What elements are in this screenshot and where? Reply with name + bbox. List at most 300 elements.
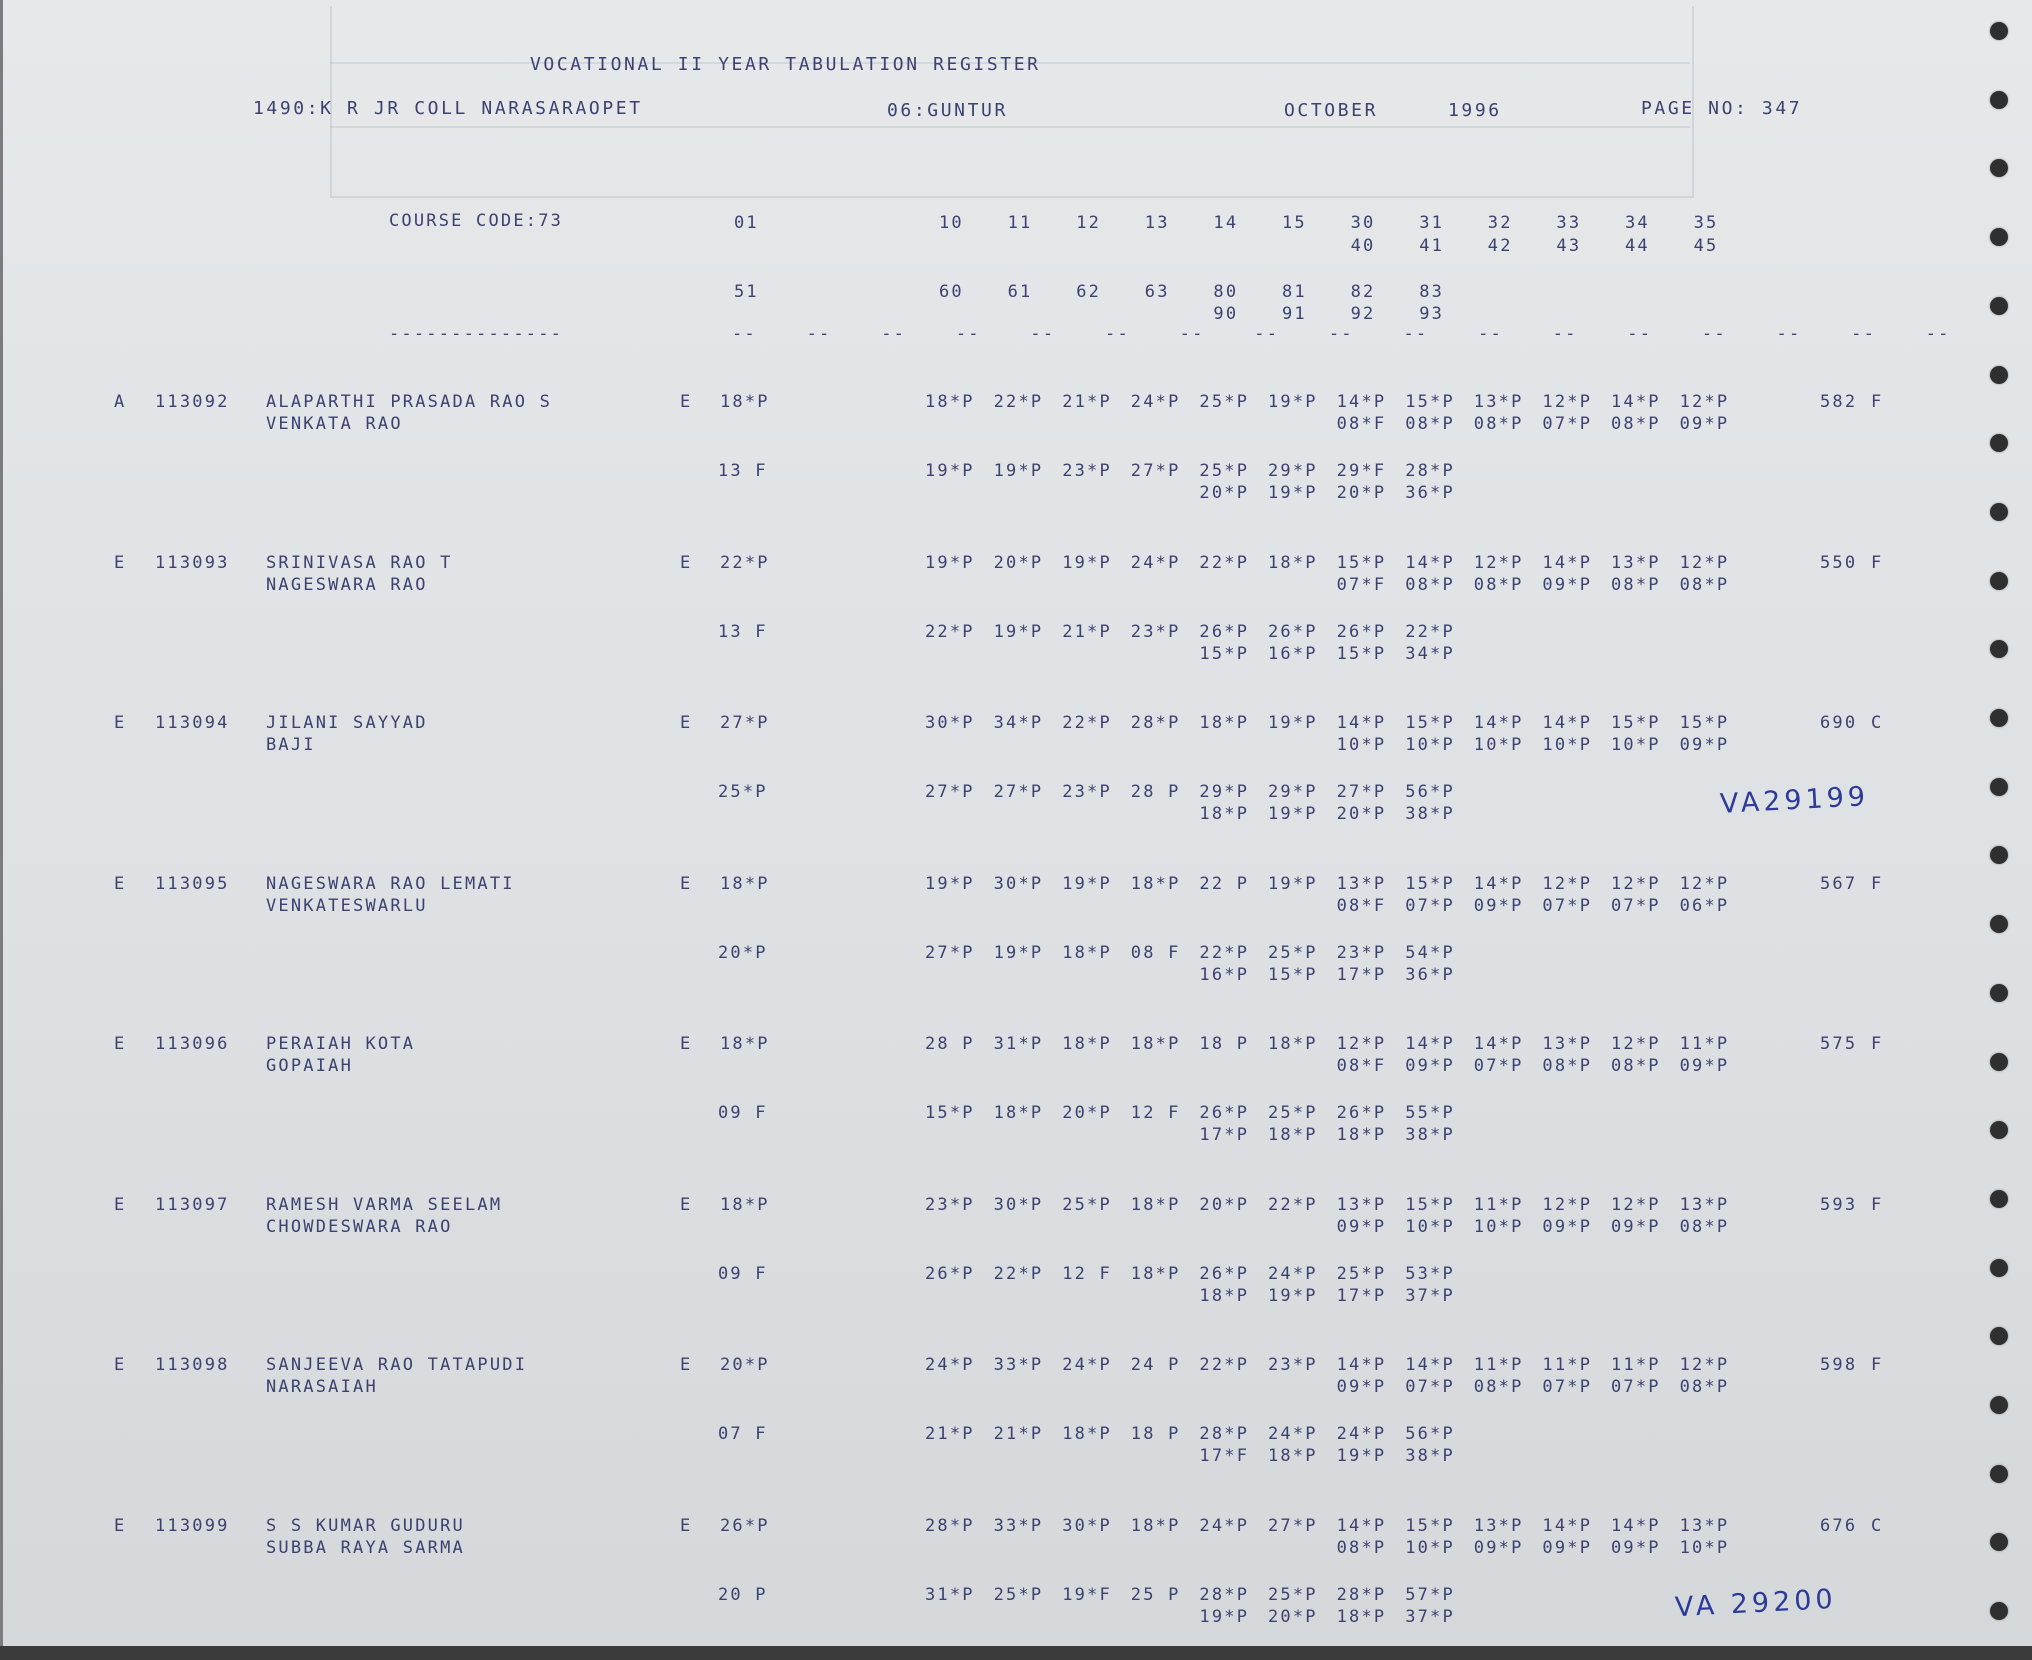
subject-mark: 18*P bbox=[1336, 1125, 1387, 1145]
subject-code: 31 bbox=[1419, 213, 1445, 233]
subject-mark: 36*P bbox=[1405, 483, 1455, 503]
roll-number: 113094 bbox=[155, 713, 230, 733]
subject-mark: 08*P bbox=[1542, 1056, 1593, 1076]
subject-mark: 12*P bbox=[1679, 553, 1730, 573]
feed-hole bbox=[1990, 1327, 2008, 1345]
subject-mark: 20*P bbox=[1062, 1103, 1112, 1123]
exam-month: OCTOBER bbox=[1284, 100, 1379, 121]
subject-mark: 09*P bbox=[1473, 1538, 1524, 1558]
subject-mark: 08*P bbox=[1405, 575, 1455, 595]
subject-mark: 18*P bbox=[1130, 1516, 1181, 1536]
student-name: JILANI SAYYAD bbox=[266, 713, 428, 733]
student-category: E bbox=[114, 1195, 127, 1215]
subject-mark: 18*P bbox=[993, 1103, 1044, 1123]
subject-mark: 13*P bbox=[1542, 1034, 1593, 1054]
subject-mark: 25*P bbox=[1062, 1195, 1112, 1215]
subject-mark: 24*P bbox=[1336, 1424, 1387, 1444]
part2-mark: 13 F bbox=[718, 461, 768, 481]
subject-mark: 25*P bbox=[1268, 943, 1318, 963]
subject-mark: 06*P bbox=[1679, 896, 1730, 916]
subject-mark: 12 F bbox=[1062, 1264, 1112, 1284]
college-name: 1490:K R JR COLL NARASARAOPET bbox=[253, 98, 643, 119]
subject-mark: 13*P bbox=[1679, 1195, 1730, 1215]
subject-code: 10 bbox=[939, 213, 964, 233]
subject-code: 93 bbox=[1419, 304, 1445, 324]
subject-mark: 26*P bbox=[1268, 622, 1318, 642]
feed-hole bbox=[1990, 366, 2008, 384]
subject-mark: 27*P bbox=[1268, 1516, 1318, 1536]
subject-mark: 22*P bbox=[993, 392, 1044, 412]
student-name: SRINIVASA RAO T bbox=[266, 553, 453, 573]
subject-mark: 09*P bbox=[1679, 414, 1730, 434]
subject-mark: 08*P bbox=[1405, 414, 1455, 434]
student-category: E bbox=[114, 1516, 127, 1536]
feed-hole bbox=[1990, 640, 2008, 658]
subject-mark: 15*P bbox=[1405, 392, 1455, 412]
feed-hole bbox=[1990, 1190, 2008, 1208]
subject-code: 81 bbox=[1282, 282, 1307, 302]
part2-mark: 09 F bbox=[718, 1103, 768, 1123]
subject-code: 61 bbox=[1007, 282, 1033, 302]
subject-mark: 25*P bbox=[1268, 1103, 1318, 1123]
student-category: E bbox=[114, 553, 127, 573]
subject-mark: 08*P bbox=[1611, 1056, 1661, 1076]
part2-mark: 07 F bbox=[718, 1424, 768, 1444]
subject-mark: 08*P bbox=[1611, 414, 1661, 434]
subject-code: 45 bbox=[1693, 236, 1719, 256]
subject-mark: 08*P bbox=[1336, 1538, 1387, 1558]
roll-number: 113096 bbox=[155, 1034, 230, 1054]
subject-mark: 24*P bbox=[925, 1355, 975, 1375]
subject-mark: 09*P bbox=[1679, 1056, 1730, 1076]
subject-mark: 07*P bbox=[1473, 1056, 1524, 1076]
subject-mark: 19*P bbox=[1268, 874, 1318, 894]
subject-mark: 17*F bbox=[1199, 1446, 1250, 1466]
total-marks: 676 bbox=[1820, 1516, 1858, 1536]
subject-mark: 19*P bbox=[925, 461, 975, 481]
subject-mark: 14*P bbox=[1473, 874, 1524, 894]
medium-code: E bbox=[680, 1516, 693, 1536]
bleed-through-line bbox=[330, 126, 1690, 128]
subject-code: 33 bbox=[1556, 213, 1582, 233]
roll-number: 113092 bbox=[155, 392, 230, 412]
subject-mark: 19*P bbox=[1062, 874, 1112, 894]
subject-code: 11 bbox=[1007, 213, 1033, 233]
subject-mark: 10*P bbox=[1542, 735, 1593, 755]
subject-mark: 15*P bbox=[1268, 965, 1318, 985]
subject-mark: 24*P bbox=[1130, 392, 1181, 412]
subject-mark: 12 F bbox=[1130, 1103, 1181, 1123]
subject-mark: 24*P bbox=[1130, 553, 1181, 573]
subject-mark: 18 P bbox=[1130, 1424, 1181, 1444]
subject-code: 40 bbox=[1350, 236, 1376, 256]
subject-mark: 25*P bbox=[993, 1585, 1044, 1605]
subject-mark: 18*P bbox=[1199, 804, 1250, 824]
subject-code: 80 bbox=[1213, 282, 1239, 302]
subject-mark: 22*P bbox=[1268, 1195, 1318, 1215]
subject-code: 62 bbox=[1076, 282, 1102, 302]
subject-mark: 30*P bbox=[993, 1195, 1044, 1215]
subject-mark: 14*P bbox=[1336, 713, 1387, 733]
result-grade: F bbox=[1871, 1034, 1884, 1054]
subject-mark: 13*P bbox=[1336, 1195, 1387, 1215]
subject-mark: 16*P bbox=[1199, 965, 1250, 985]
part2-mark: 13 F bbox=[718, 622, 768, 642]
subject-mark: 56*P bbox=[1405, 782, 1455, 802]
subject-mark: 29*P bbox=[1268, 782, 1318, 802]
subject-mark: 11*P bbox=[1679, 1034, 1730, 1054]
student-category: E bbox=[114, 1034, 127, 1054]
subject-code: 14 bbox=[1213, 213, 1239, 233]
part1-mark: 27*P bbox=[720, 713, 770, 733]
district-name: 06:GUNTUR bbox=[887, 100, 1008, 121]
subject-mark: 07*P bbox=[1611, 896, 1661, 916]
subject-mark: 24*P bbox=[1199, 1516, 1250, 1536]
subject-mark: 26*P bbox=[925, 1264, 975, 1284]
register-title: VOCATIONAL II YEAR TABULATION REGISTER bbox=[530, 54, 1041, 75]
subject-mark: 23*P bbox=[925, 1195, 975, 1215]
subject-mark: 13*P bbox=[1473, 392, 1524, 412]
subject-mark: 07*P bbox=[1611, 1377, 1661, 1397]
subject-mark: 18 P bbox=[1199, 1034, 1250, 1054]
subject-mark: 14*P bbox=[1473, 713, 1524, 733]
subject-mark: 14*P bbox=[1405, 1355, 1455, 1375]
student-name: NAGESWARA RAO LEMATI bbox=[266, 874, 515, 894]
roll-number: 113099 bbox=[155, 1516, 230, 1536]
subject-mark: 14*P bbox=[1336, 1355, 1387, 1375]
handwritten-certificate-number: VA 29200 bbox=[1674, 1583, 1838, 1624]
subject-mark: 07*P bbox=[1405, 896, 1455, 916]
subject-mark: 19*P bbox=[925, 553, 975, 573]
part2-mark: 25*P bbox=[718, 782, 768, 802]
subject-mark: 24*P bbox=[1062, 1355, 1112, 1375]
subject-mark: 13*P bbox=[1679, 1516, 1730, 1536]
subject-mark: 18*P bbox=[1199, 713, 1250, 733]
course-code: COURSE CODE:73 bbox=[389, 211, 564, 231]
subject-mark: 18*P bbox=[1268, 1034, 1318, 1054]
subject-mark: 19*P bbox=[1268, 713, 1318, 733]
part1-mark: 18*P bbox=[720, 874, 770, 894]
subject-mark: 23*P bbox=[1268, 1355, 1318, 1375]
subject-mark: 20*P bbox=[993, 553, 1044, 573]
subject-mark: 18*P bbox=[1130, 1264, 1181, 1284]
subject-mark: 07*P bbox=[1405, 1377, 1455, 1397]
paper-left-edge bbox=[0, 0, 3, 1660]
subject-mark: 08*F bbox=[1336, 1056, 1387, 1076]
subject-mark: 22 P bbox=[1199, 874, 1250, 894]
subject-mark: 19*P bbox=[925, 874, 975, 894]
feed-hole bbox=[1990, 1053, 2008, 1071]
total-marks: 593 bbox=[1820, 1195, 1858, 1215]
father-name: SUBBA RAYA SARMA bbox=[266, 1538, 465, 1558]
total-marks: 598 bbox=[1820, 1355, 1858, 1375]
subject-mark: 38*P bbox=[1405, 804, 1455, 824]
subject-mark: 20*P bbox=[1268, 1607, 1318, 1627]
subject-mark: 15*P bbox=[1336, 553, 1387, 573]
subject-mark: 24*P bbox=[1268, 1424, 1318, 1444]
subject-mark: 11*P bbox=[1611, 1355, 1661, 1375]
subject-mark: 28*P bbox=[1405, 461, 1455, 481]
subject-code-51: 51 bbox=[734, 282, 759, 302]
subject-mark: 20*P bbox=[1199, 483, 1250, 503]
subject-mark: 09*P bbox=[1679, 735, 1730, 755]
subject-mark: 21*P bbox=[925, 1424, 975, 1444]
subject-mark: 26*P bbox=[1199, 622, 1250, 642]
subject-mark: 19*P bbox=[993, 943, 1044, 963]
subject-mark: 18*P bbox=[1130, 1195, 1181, 1215]
page-number: PAGE NO: 347 bbox=[1641, 98, 1803, 119]
result-grade: F bbox=[1871, 392, 1884, 412]
subject-mark: 14*P bbox=[1473, 1034, 1524, 1054]
subject-mark: 19*P bbox=[1199, 1607, 1250, 1627]
subject-mark: 19*P bbox=[993, 461, 1044, 481]
handwritten-certificate-number: VA29199 bbox=[1719, 781, 1870, 820]
subject-mark: 27*P bbox=[925, 782, 975, 802]
feed-hole bbox=[1990, 915, 2008, 933]
subject-mark: 18*P bbox=[1268, 1125, 1318, 1145]
subject-mark: 26*P bbox=[1336, 1103, 1387, 1123]
feed-hole bbox=[1990, 1259, 2008, 1277]
feed-hole bbox=[1990, 778, 2008, 796]
subject-mark: 10*P bbox=[1611, 735, 1661, 755]
subject-mark: 07*P bbox=[1542, 896, 1593, 916]
subject-mark: 14*P bbox=[1542, 1516, 1593, 1536]
subject-mark: 12*P bbox=[1611, 1034, 1661, 1054]
feed-hole bbox=[1990, 984, 2008, 1002]
subject-mark: 10*P bbox=[1336, 735, 1387, 755]
subject-mark: 12*P bbox=[1611, 1195, 1661, 1215]
subject-mark: 14*P bbox=[1405, 1034, 1455, 1054]
subject-mark: 12*P bbox=[1679, 392, 1730, 412]
part1-mark: 22*P bbox=[720, 553, 770, 573]
subject-mark: 14*P bbox=[1336, 392, 1387, 412]
subject-mark: 09*P bbox=[1611, 1217, 1661, 1237]
subject-mark: 18*P bbox=[1130, 1034, 1181, 1054]
part1-mark: 18*P bbox=[720, 392, 770, 412]
father-name: GOPAIAH bbox=[266, 1056, 354, 1076]
feed-hole bbox=[1990, 1533, 2008, 1551]
subject-mark: 19*P bbox=[1268, 392, 1318, 412]
subject-mark: 08*P bbox=[1473, 1377, 1524, 1397]
feed-hole bbox=[1990, 846, 2008, 864]
result-grade: F bbox=[1871, 1195, 1884, 1215]
father-name: NAGESWARA RAO bbox=[266, 575, 428, 595]
subject-mark: 37*P bbox=[1405, 1607, 1455, 1627]
father-name: VENKATESWARLU bbox=[266, 896, 428, 916]
subject-code: 43 bbox=[1556, 236, 1582, 256]
subject-mark: 15*P bbox=[1405, 1516, 1455, 1536]
subject-mark: 31*P bbox=[925, 1585, 975, 1605]
feed-hole bbox=[1990, 503, 2008, 521]
medium-code: E bbox=[680, 874, 693, 894]
subject-mark: 09*P bbox=[1542, 575, 1593, 595]
medium-code: E bbox=[680, 392, 693, 412]
subject-mark: 08*P bbox=[1473, 414, 1524, 434]
subject-mark: 07*P bbox=[1542, 1377, 1593, 1397]
subject-mark: 11*P bbox=[1473, 1355, 1524, 1375]
subject-mark: 22*P bbox=[1062, 713, 1112, 733]
subject-mark: 08*F bbox=[1336, 414, 1387, 434]
feed-hole bbox=[1990, 159, 2008, 177]
subject-mark: 21*P bbox=[1062, 622, 1112, 642]
subject-mark: 23*P bbox=[1336, 943, 1387, 963]
subject-mark: 31*P bbox=[993, 1034, 1044, 1054]
subject-mark: 28*P bbox=[1199, 1585, 1250, 1605]
subject-mark: 29*P bbox=[1268, 461, 1318, 481]
student-name: PERAIAH KOTA bbox=[266, 1034, 416, 1054]
result-grade: C bbox=[1871, 713, 1884, 733]
subject-mark: 37*P bbox=[1405, 1286, 1455, 1306]
subject-mark: 14*P bbox=[1405, 553, 1455, 573]
subject-code: 41 bbox=[1419, 236, 1445, 256]
subject-mark: 19*P bbox=[1268, 1286, 1318, 1306]
subject-mark: 09*P bbox=[1542, 1538, 1593, 1558]
subject-mark: 10*P bbox=[1405, 1538, 1455, 1558]
father-name: NARASAIAH bbox=[266, 1377, 378, 1397]
subject-mark: 16*P bbox=[1268, 644, 1318, 664]
feed-hole bbox=[1990, 434, 2008, 452]
subject-mark: 22*P bbox=[1199, 553, 1250, 573]
student-name: SANJEEVA RAO TATAPUDI bbox=[266, 1355, 528, 1375]
part1-mark: 18*P bbox=[720, 1034, 770, 1054]
subject-mark: 29*F bbox=[1336, 461, 1387, 481]
medium-code: E bbox=[680, 1195, 693, 1215]
subject-mark: 17*P bbox=[1336, 965, 1387, 985]
subject-mark: 18*P bbox=[1062, 1424, 1112, 1444]
subject-mark: 27*P bbox=[1336, 782, 1387, 802]
subject-code: 92 bbox=[1350, 304, 1376, 324]
subject-mark: 26*P bbox=[1199, 1264, 1250, 1284]
feed-hole bbox=[1990, 1121, 2008, 1139]
subject-mark: 28 P bbox=[925, 1034, 975, 1054]
subject-mark: 09*P bbox=[1542, 1217, 1593, 1237]
subject-mark: 28*P bbox=[1130, 713, 1181, 733]
subject-mark: 24 P bbox=[1130, 1355, 1181, 1375]
father-name: BAJI bbox=[266, 735, 316, 755]
student-category: E bbox=[114, 713, 127, 733]
subject-mark: 13*P bbox=[1611, 553, 1661, 573]
subject-mark: 07*P bbox=[1542, 414, 1593, 434]
subject-mark: 09*P bbox=[1473, 896, 1524, 916]
subject-mark: 22*P bbox=[1405, 622, 1455, 642]
feed-hole bbox=[1990, 572, 2008, 590]
subject-mark: 28*P bbox=[1199, 1424, 1250, 1444]
subject-code: 90 bbox=[1213, 304, 1239, 324]
feed-hole bbox=[1990, 1602, 2008, 1620]
subject-code: 63 bbox=[1144, 282, 1170, 302]
part2-mark: 09 F bbox=[718, 1264, 768, 1284]
subject-mark: 22*P bbox=[993, 1264, 1044, 1284]
feed-hole bbox=[1990, 1396, 2008, 1414]
feed-hole bbox=[1990, 91, 2008, 109]
subject-mark: 25 P bbox=[1130, 1585, 1181, 1605]
subject-mark: 19*P bbox=[1268, 804, 1318, 824]
subject-mark: 09*P bbox=[1336, 1217, 1387, 1237]
subject-mark: 28*P bbox=[925, 1516, 975, 1536]
subject-mark: 22*P bbox=[925, 622, 975, 642]
subject-mark: 28 P bbox=[1130, 782, 1181, 802]
subject-mark: 18*P bbox=[1268, 1446, 1318, 1466]
part2-mark: 20 P bbox=[718, 1585, 768, 1605]
subject-mark: 15*P bbox=[1405, 1195, 1455, 1215]
subject-mark: 33*P bbox=[993, 1516, 1044, 1536]
subject-mark: 26*P bbox=[1336, 622, 1387, 642]
feed-hole bbox=[1990, 709, 2008, 727]
subject-code: 35 bbox=[1693, 213, 1719, 233]
roll-number: 113093 bbox=[155, 553, 230, 573]
subject-mark: 30*P bbox=[1062, 1516, 1112, 1536]
subject-mark: 18*P bbox=[1130, 874, 1181, 894]
subject-mark: 55*P bbox=[1405, 1103, 1455, 1123]
part1-mark: 18*P bbox=[720, 1195, 770, 1215]
subject-mark: 14*P bbox=[1336, 1516, 1387, 1536]
subject-mark: 23*P bbox=[1130, 622, 1181, 642]
subject-code-01: 01 bbox=[734, 213, 759, 233]
exam-year: 1996 bbox=[1448, 100, 1502, 121]
subject-mark: 30*P bbox=[993, 874, 1044, 894]
subject-mark: 09*P bbox=[1611, 1538, 1661, 1558]
subject-mark: 19*P bbox=[993, 622, 1044, 642]
tractor-feed-holes bbox=[1990, 0, 2014, 1660]
subject-mark: 14*P bbox=[1611, 392, 1661, 412]
subject-code: 15 bbox=[1282, 213, 1307, 233]
subject-code: 60 bbox=[939, 282, 964, 302]
subject-mark: 08 F bbox=[1130, 943, 1181, 963]
total-marks: 550 bbox=[1820, 553, 1858, 573]
subject-mark: 34*P bbox=[1405, 644, 1455, 664]
subject-mark: 25*P bbox=[1199, 461, 1250, 481]
subject-mark: 07*F bbox=[1336, 575, 1387, 595]
medium-code: E bbox=[680, 1355, 693, 1375]
subject-mark: 14*P bbox=[1542, 553, 1593, 573]
subject-mark: 15*P bbox=[1405, 713, 1455, 733]
subject-mark: 30*P bbox=[925, 713, 975, 733]
roll-number: 113098 bbox=[155, 1355, 230, 1375]
result-grade: C bbox=[1871, 1516, 1884, 1536]
subject-mark: 19*F bbox=[1062, 1585, 1112, 1605]
subject-mark: 14*P bbox=[1542, 713, 1593, 733]
student-name: S S KUMAR GUDURU bbox=[266, 1516, 465, 1536]
subject-mark: 54*P bbox=[1405, 943, 1455, 963]
result-grade: F bbox=[1871, 553, 1884, 573]
subject-mark: 15*P bbox=[1611, 713, 1661, 733]
medium-code: E bbox=[680, 553, 693, 573]
subject-code: 42 bbox=[1487, 236, 1513, 256]
subject-mark: 25*P bbox=[1268, 1585, 1318, 1605]
result-grade: F bbox=[1871, 874, 1884, 894]
roll-number: 113097 bbox=[155, 1195, 230, 1215]
student-name: ALAPARTHI PRASADA RAO S bbox=[266, 392, 553, 412]
subject-mark: 27*P bbox=[925, 943, 975, 963]
subject-mark: 23*P bbox=[1062, 782, 1112, 802]
subject-mark: 27*P bbox=[993, 782, 1044, 802]
father-name: VENKATA RAO bbox=[266, 414, 403, 434]
total-marks: 690 bbox=[1820, 713, 1858, 733]
feed-hole bbox=[1990, 1465, 2008, 1483]
student-category: E bbox=[114, 1355, 127, 1375]
result-grade: F bbox=[1871, 1355, 1884, 1375]
subject-mark: 08*P bbox=[1679, 575, 1730, 595]
part1-mark: 26*P bbox=[720, 1516, 770, 1536]
subject-mark: 14*P bbox=[1611, 1516, 1661, 1536]
subject-mark: 12*P bbox=[1542, 392, 1593, 412]
subject-mark: 17*P bbox=[1336, 1286, 1387, 1306]
subject-mark: 09*P bbox=[1405, 1056, 1455, 1076]
subject-mark: 25*P bbox=[1199, 392, 1250, 412]
feed-hole bbox=[1990, 228, 2008, 246]
subject-mark: 28*P bbox=[1336, 1585, 1387, 1605]
subject-mark: 36*P bbox=[1405, 965, 1455, 985]
